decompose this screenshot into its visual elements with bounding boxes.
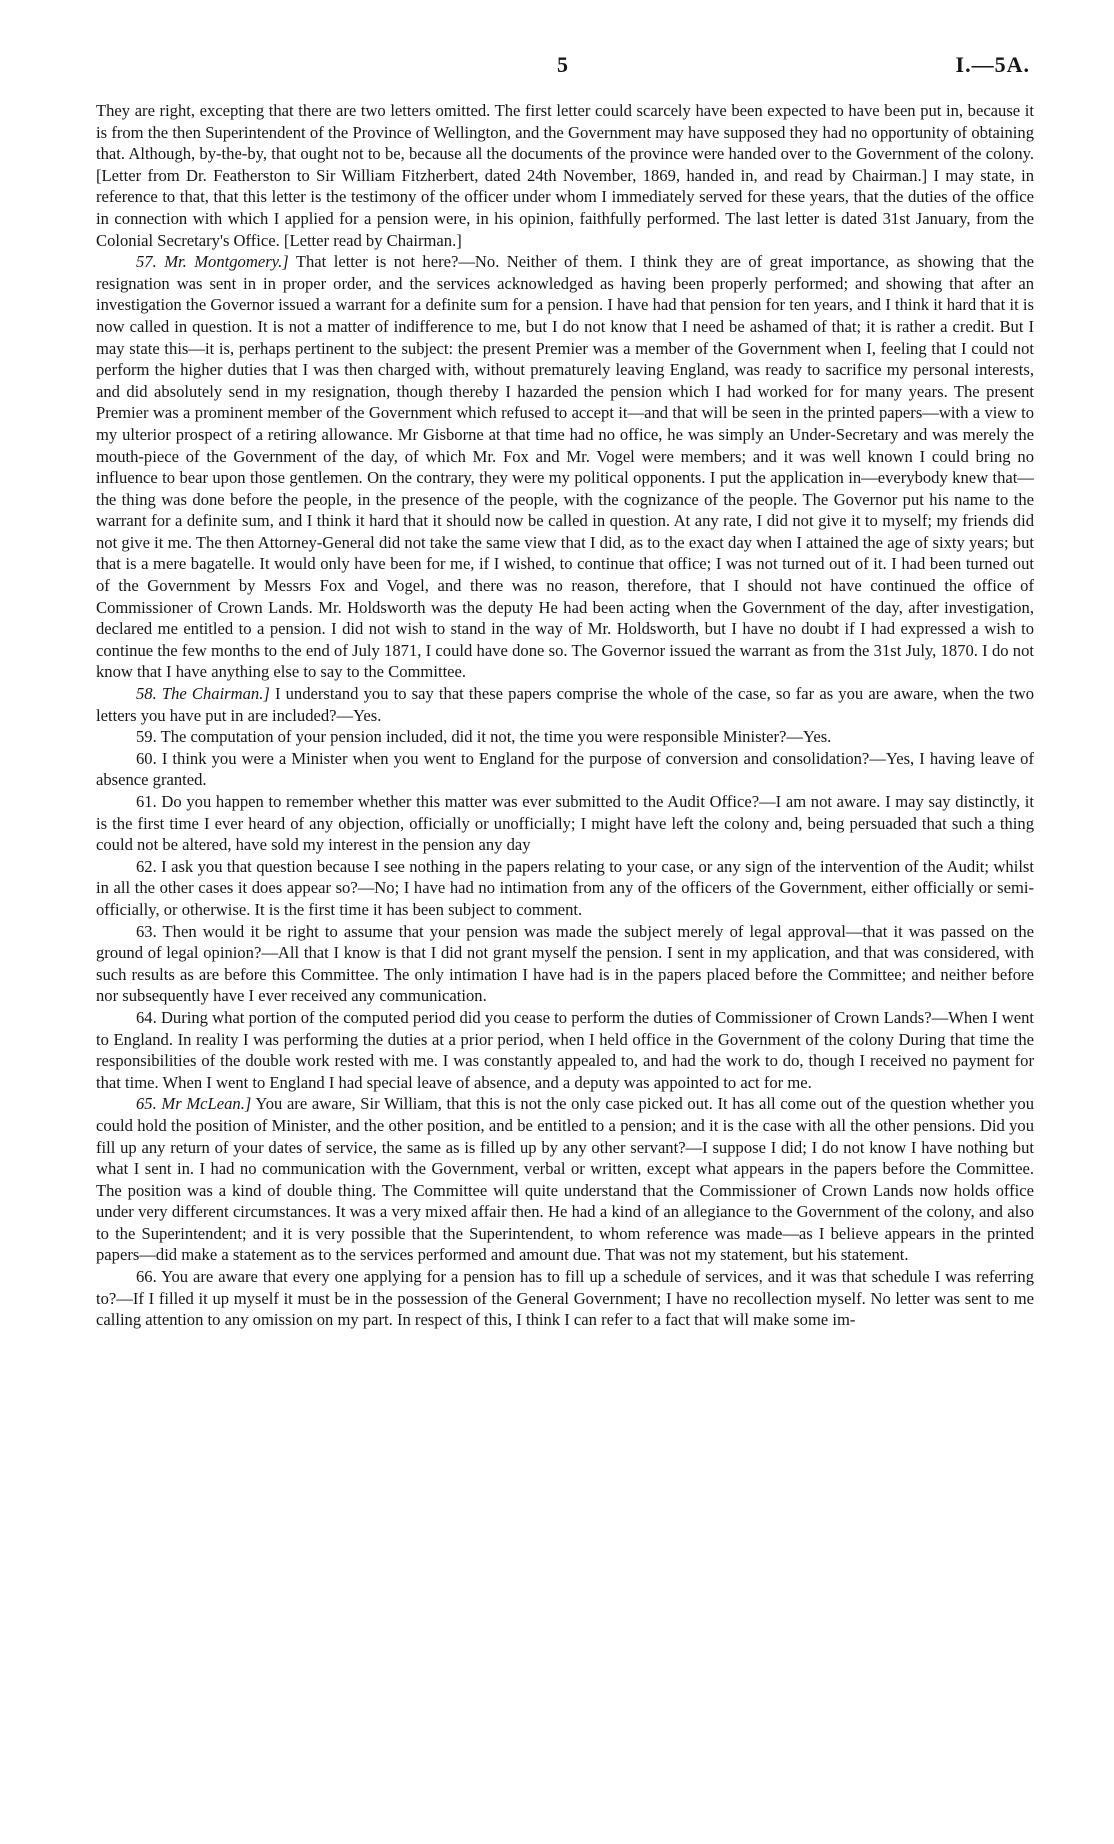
paragraph — [96, 251, 1034, 683]
paragraph-text: They are right, excepting that there are two letters omitted. The first letter could scarcely have been expected to have been put in, because it is from the then Superintendent of the Province of Wellington, and the Government may have supposed they had no opportunity of obtaining that. Although, by-the-by, that ought not to be, because all the documents of the province were handed over to the Government of the colony. [Letter from Dr. Featherston to Sir William Fitzherbert, dated 24th November, 1869, handed in, and read by Chairman.] I may state, in reference to that, that this letter is the testimony of the officer under whom I immediately served for these years, that the duties of the office in connection with which I applied for a pension were, in his opinion, faithfully performed. The last letter is dated 31st January, from the Colonial Secretary's Office. [Letter read by Chairman.] — [96, 101, 1034, 250]
document-reference: I.—5A. — [955, 52, 1030, 77]
paragraph — [96, 726, 1034, 748]
paragraph-text: 66. You are aware that every one applying for a pension has to fill up a schedule of services, and it was that schedule I was referring to?—If I filled it up myself it must be in the possession of the General Government; I have no recollection myself. No letter was sent to me calling attention to any omission on my part. In respect of this, I think I can refer to a fact that will make some im- — [96, 1267, 1034, 1330]
paragraph-text: 61. Do you happen to remember whether this matter was ever submitted to the Audit Office?—I am not aware. I may say distinctly, it is the first time I ever heard of any objection, officially or unofficially; I might have left the colony and, being persuaded that such a thing could not be altered, have sold my interest in the pension any day — [96, 792, 1034, 855]
paragraph-text: 64. During what portion of the computed period did you cease to perform the duties of Commissioner of Crown Lands?—When I went to England. In reality I was performing the duties at a prior period, when I held office in the Government of the colony During that time the responsibilities of the double work rested with me. I was constantly appealed to, and had the work to do, though I received no payment for that time. When I went to England I had special leave of absence, and a deputy was appointed to act for me. — [96, 1007, 1034, 1092]
paragraph — [96, 856, 1034, 921]
paragraph — [96, 1266, 1034, 1331]
paragraph — [96, 1007, 1034, 1093]
page-number: 5 — [557, 52, 569, 77]
paragraph-text: That letter is not here?—No. Neither of them. I think they are of great importance, as showing that the resignation was sent in in proper order, and the services acknowledged as having been properly performed; and showing that after an investigation the Governor issued a warrant for a definite sum for a pension. I have had that pension for ten years, and I think it hard that it is now called in question. It is not a matter of indifference to me, but I do not know that I need be ashamed of that; it is rather a credit. But I may state this—it is, perhaps pertinent to the subject: the present Premier was a member of the Government when I, feeling that I could not perform the higher duties that I was then charged with, without prematurely leaving England, was ready to sacrifice my personal interests, and did absolutely send in my resignation, though thereby I hazarded the pension which I had worked for for many years. The present Premier was a prominent member of the Government which refused to accept it—and that will be seen in the printed papers—with a view to my ulterior prospect of a retiring allowance. Mr Gisborne at that time had no office, he was simply an Under-Secretary and was merely the mouth-piece of the Government of the day, of which Mr. Fox and Mr. Vogel were members; and it was well known I could bring no influence to bear upon those gentlemen. On the contrary, they were my political opponents. I put the application in—everybody knew that—the thing was done before the people, in the presence of the people, with the cognizance of the people. The Governor put his name to the warrant for a definite sum, and I think it hard that it should now be called in question. At any rate, I did not give it to myself; my friends did not give it me. The then Attorney-General did not take the same view that I did, as to the exact day when I attained the age of sixty years; but that is a mere bagatelle. It would only have been for me, if I wished, to continue that office; I was not turned out of it. I had been turned out of the Government by Messrs Fox and Vogel, and there was no reason, therefore, that I should not have continued the office of Commissioner of Crown Lands. Mr. Holdsworth was the deputy He had been acting when the Government of the day, after investigation, declared me entitled to a pension. I did not wish to stand in the way of Mr. Holdsworth, but I have no doubt if I had expressed a wish to continue the few months to the end of July 1871, I could have done so. The Governor issued the warrant as from the 31st July, 1870. I do not know that I have anything else to say to the Committee. — [96, 252, 1034, 682]
paragraph-text: 62. I ask you that question because I see nothing in the papers relating to your case, or any sign of the intervention of the Audit; whilst in all the other cases it does appear so?—No; I have had no intimation from any of the officers of the Government, either officially or semi-officially, or otherwise. It is the first time it has been subject to comment. — [96, 856, 1034, 919]
paragraph-text: 63. Then would it be right to assume that your pension was made the subject merely of legal approval—that it was passed on the ground of legal opinion?—All that I know is that I did not grant myself the pension. I sent in my application, and that was considered, with such results as are before this Committee. The only intimation I have had is in the papers placed before the Committee; and neither before nor subsequently have I ever received any communication. — [96, 921, 1034, 1006]
paragraph — [96, 1093, 1034, 1266]
paragraph-text: You are aware, Sir William, that this is not the only case picked out. It has all come out of the question whether you could hold the position of Minister, and the other position, and be entitled to a pension; and it is the case with all the other pensions. Did you fill up any return of your dates of service, the same as is filled up by any other servant?—I suppose I did; I do not know I have nothing but what I sent in. I had no communication with the Government, verbal or written, except what appears in the papers before the Committee. The position was a kind of double thing. The Committee will quite understand that the Commissioner of Crown Lands now holds office under very different circumstances. It was a very mixed affair then. He had a kind of an allegiance to the Government of the colony, and also to the Superintendent; and it is very possible that the Superintendent, to whom reference was made—as I believe appears in the printed papers—did make a statement as to the services performed and amount due. That was not my statement, but his statement. — [96, 1094, 1034, 1265]
speaker-label: 58. The Chairman.] — [136, 684, 270, 704]
paragraph-text: 59. The computation of your pension included, did it not, the time you were responsible Minister?—Yes. — [136, 727, 832, 747]
paragraph — [96, 100, 1034, 251]
speaker-label: 57. Mr. Montgomery.] — [136, 252, 289, 272]
evidence-transcript — [96, 100, 1034, 1331]
page-header — [96, 52, 1030, 82]
paragraph-text: I understand you to say that these papers comprise the whole of the case, so far as you are aware, when the two letters you have put in are included?—Yes. — [96, 684, 1034, 725]
speaker-label: 65. Mr McLean.] — [136, 1094, 252, 1114]
paragraph-text: 60. I think you were a Minister when you went to England for the purpose of conversion and consolidation?—Yes, I having leave of absence granted. — [96, 748, 1034, 790]
paragraph — [96, 748, 1034, 791]
paragraph — [96, 791, 1034, 856]
paragraph — [96, 921, 1034, 1007]
paragraph — [96, 683, 1034, 726]
